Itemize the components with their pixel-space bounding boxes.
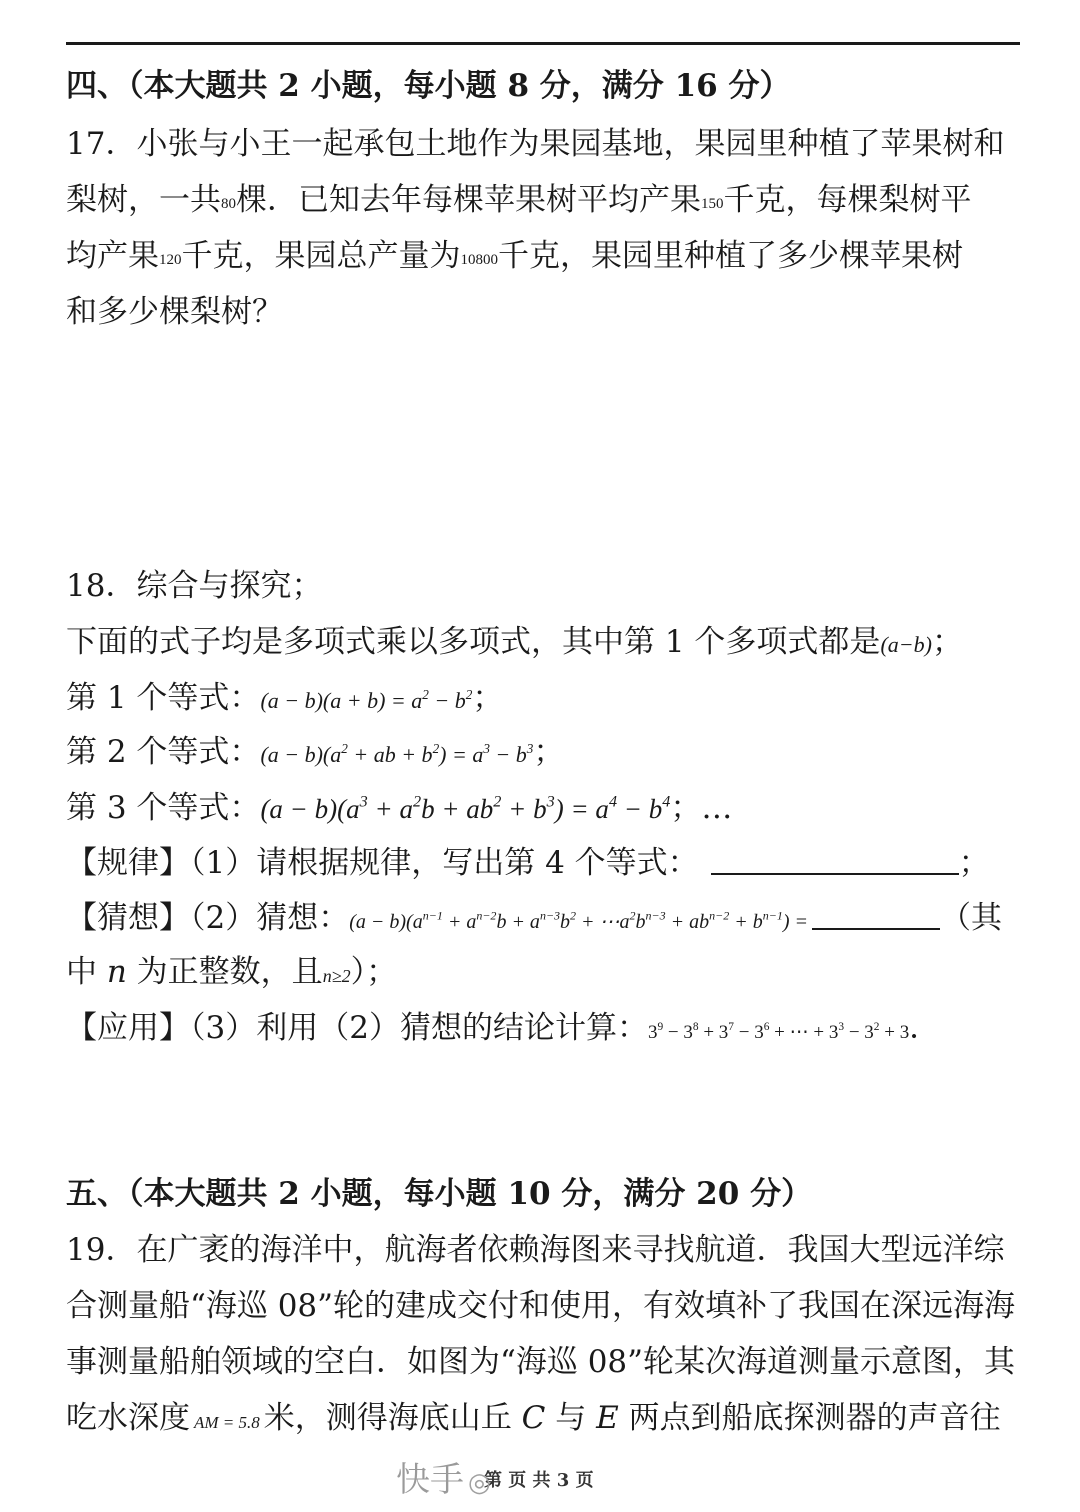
q18-part-3 [66,1008,940,1053]
watermark [396,1452,491,1501]
variable-n: n [106,954,127,990]
q17-line-4: 和多少棵梨树？ [66,294,283,330]
q19-line-4 [66,1398,1001,1443]
tree-count: 80 [221,195,236,212]
top-rule [66,42,1020,45]
condition-text: 中 [66,954,107,990]
part-3-end: ． [909,1010,941,1046]
q19-text: 两点到船底探测器的声音往 [618,1400,1001,1436]
part-1-text: 【规律】（1）请根据规律，写出第 4 个等式： [66,845,699,881]
guess-expr: $(a - b)(a^{n-1} + a^{n-2}b + a^{n-3}b^2$ + $\cdots a^2b^{n-3} + ab^{n-2} + b^{n-1}$) = [349,908,809,933]
part-2-answer-blank[interactable] [812,900,940,930]
part-2-end: （其 [940,900,1003,936]
equation-2-expr: $(a - b)(a^2$ + ab + $b^2) = a^3 - b^3$ [260,740,534,767]
q19-text: 吃水深度 [66,1400,190,1436]
kuaishou-logo-icon: ◎ [468,1468,491,1498]
q17-line-3 [66,236,963,280]
q18-part-1 [66,843,990,883]
q17-text: 均产果 [66,238,159,274]
part-1-end: ； [958,845,990,881]
condition-text: 为正整数，且 [126,954,323,990]
power-sum-expr: $3^9 - 3^8 + 3^7 - 3^6$ + ⋯ + $3^3 - 3^2 + 3$ [647,1021,910,1043]
q18-title: 18．综合与探究； [66,568,323,604]
point-c: C [521,1400,546,1436]
condition-end: ）； [350,954,398,990]
q18-intro [66,622,963,665]
q17-text: 棵．已知去年每棵苹果树平均产果 [236,182,701,218]
draft-depth-expr: AM = 5.8 [194,1413,260,1432]
page-footer: 第 页 共 3 页 [484,1470,594,1491]
equation-3 [66,788,732,829]
watermark-text: 快手 [396,1460,464,1500]
part-3-text: 【应用】（3）利用（2）猜想的结论计算： [66,1010,648,1046]
q17-text: 千克，每棵梨树平 [723,182,972,218]
q19-text: 与 [545,1400,597,1436]
q17-text: 千克，果园里种植了多少棵苹果树 [498,238,963,274]
equation-1-label: 第 1 个等式： [66,680,261,716]
q19-text: 米，测得海底山丘 [263,1400,522,1436]
equation-3-expr: $(a - b)(a^3 + a^2b + ab^2 + b^3) = a^4 - b^4$ [260,792,671,824]
section-5-heading: 五、（本大题共 2 小题，每小题 10 分，满分 20 分） [66,1176,813,1212]
apple-yield: 150 [701,195,724,212]
equation-1-expr: $(a - b)(a + b) = a^2 - b^2$ [260,686,473,713]
equation-3-label: 第 3 个等式： [66,790,261,826]
equation-2: 第 2 个等式：$(a - b)(a^2$ + ab + $b^2) = a^3 - b^3$； [66,734,565,770]
condition-expr: n≥2 [322,966,351,986]
q19-line-2: 合测量船“海巡 08”轮的建成交付和使用，有效填补了我国在深远海海 [66,1288,1015,1324]
total-yield: 10800 [460,251,498,268]
equation-3-tail: ；… [670,790,733,826]
q19-line-3: 事测量船舶领域的空白．如图为“海巡 08”轮某次海道测量示意图，其 [66,1344,1015,1380]
q17-text: 千克，果园总产量为 [181,238,461,274]
q18-part-2-condition [66,952,397,996]
point-e: E [596,1400,619,1436]
equation-1: 第 1 个等式：$(a - b)(a + b) = a^2 - b^2$； [66,680,504,716]
part-2-text: 【猜想】（2）猜想： [66,900,350,936]
q17-line-2 [66,180,972,224]
q18-intro-end: ； [931,624,963,660]
part-1-answer-blank[interactable] [711,845,959,875]
first-polynomial: (a−b) [880,632,932,657]
pear-yield: 120 [159,251,182,268]
q18-part-2 [66,898,1002,942]
q19-line-1: 19．在广袤的海洋中，航海者依赖海图来寻找航道．我国大型远洋综 [66,1232,1005,1268]
q18-intro-text: 下面的式子均是多项式乘以多项式，其中第 1 个多项式都是 [66,624,881,660]
q17-line-1: 17．小张与小王一起承包土地作为果园基地，果园里种植了苹果树和 [66,126,1005,162]
q17-text: 梨树，一共 [66,182,221,218]
equation-2-label: 第 2 个等式： [66,734,261,770]
section-4-heading: 四、（本大题共 2 小题，每小题 8 分，满分 16 分） [66,68,791,104]
